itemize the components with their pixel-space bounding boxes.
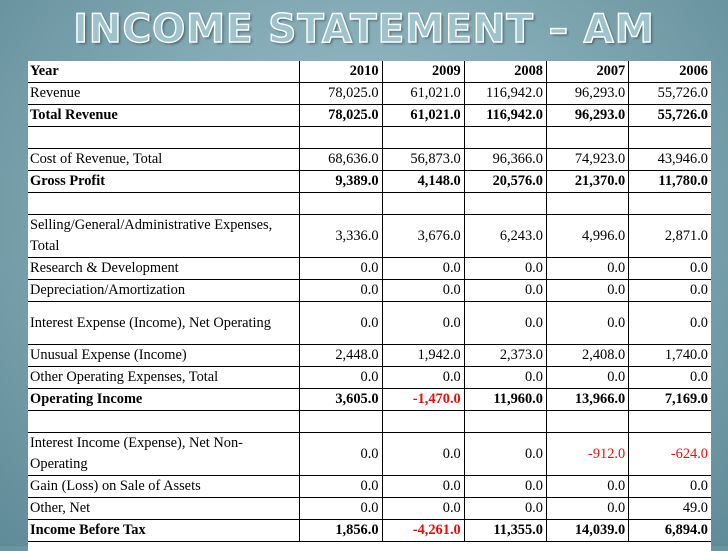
value-cell — [629, 193, 711, 215]
table-row — [28, 127, 711, 149]
row-label: Unusual Expense (Income) — [28, 345, 300, 367]
value-cell: 96,293.0 — [546, 83, 628, 105]
value-cell: 11,780.0 — [629, 171, 711, 193]
table-row — [28, 105, 711, 127]
value-cell: 6,243.0 — [464, 215, 546, 258]
table-row — [28, 345, 711, 367]
header-label: Year — [28, 61, 300, 83]
value-cell: 1,740.0 — [629, 345, 711, 367]
value-cell: 0.0 — [382, 498, 464, 520]
value-cell: 61,021.0 — [382, 83, 464, 105]
value-cell: 96,293.0 — [546, 105, 628, 127]
row-label: Gross Profit — [28, 171, 300, 193]
value-cell: 0.0 — [300, 433, 382, 476]
year-header-2010: 2010 — [300, 61, 382, 83]
value-cell: 3,676.0 — [382, 215, 464, 258]
value-cell: 0.0 — [464, 280, 546, 302]
value-cell: 0.0 — [629, 258, 711, 280]
table-row — [28, 302, 711, 345]
value-cell: 7,169.0 — [629, 389, 711, 411]
year-header-2008: 2008 — [464, 61, 546, 83]
row-label: Total Revenue — [28, 105, 300, 127]
value-cell: 96,366.0 — [464, 149, 546, 171]
row-label: Other Operating Expenses, Total — [28, 367, 300, 389]
table-row — [28, 215, 711, 258]
value-cell: 68,636.0 — [300, 149, 382, 171]
value-cell: 13,966.0 — [546, 389, 628, 411]
year-header-2009: 2009 — [382, 61, 464, 83]
value-cell — [300, 193, 382, 215]
row-label: Income Before Tax — [28, 520, 300, 542]
value-cell: 6,894.0 — [629, 520, 711, 542]
table-row — [28, 367, 711, 389]
value-cell: 3,336.0 — [300, 215, 382, 258]
value-cell: 0.0 — [629, 280, 711, 302]
value-cell: 0.0 — [382, 280, 464, 302]
value-cell: 0.0 — [300, 367, 382, 389]
value-cell: 116,942.0 — [464, 105, 546, 127]
value-cell: -624.0 — [629, 433, 711, 476]
value-cell: 0.0 — [546, 498, 628, 520]
row-label: Cost of Revenue, Total — [28, 149, 300, 171]
table-row — [28, 433, 711, 476]
value-cell — [382, 127, 464, 149]
value-cell: 1,856.0 — [300, 520, 382, 542]
value-cell: 0.0 — [382, 433, 464, 476]
value-cell: 0.0 — [300, 476, 382, 498]
value-cell: 11,960.0 — [464, 389, 546, 411]
year-header-2007: 2007 — [546, 61, 628, 83]
value-cell — [546, 127, 628, 149]
value-cell: 2,373.0 — [464, 345, 546, 367]
value-cell: 55,726.0 — [629, 83, 711, 105]
value-cell: 0.0 — [546, 258, 628, 280]
value-cell: 0.0 — [464, 258, 546, 280]
value-cell: 0.0 — [300, 258, 382, 280]
table-row — [28, 498, 711, 520]
row-label — [28, 411, 300, 433]
value-cell: 56,873.0 — [382, 149, 464, 171]
value-cell: 0.0 — [464, 302, 546, 345]
value-cell: 0.0 — [464, 367, 546, 389]
row-label: Interest Expense (Income), Net Operating — [28, 302, 300, 345]
value-cell: 0.0 — [546, 302, 628, 345]
row-label: Revenue — [28, 83, 300, 105]
value-cell: 0.0 — [382, 476, 464, 498]
table-row — [28, 411, 711, 433]
value-cell — [546, 193, 628, 215]
value-cell: 4,996.0 — [546, 215, 628, 258]
value-cell — [629, 411, 711, 433]
row-label: Gain (Loss) on Sale of Assets — [28, 476, 300, 498]
value-cell: 0.0 — [464, 433, 546, 476]
value-cell: 0.0 — [629, 476, 711, 498]
value-cell — [300, 411, 382, 433]
year-header-2006: 2006 — [629, 61, 711, 83]
value-cell: 21,370.0 — [546, 171, 628, 193]
value-cell: 0.0 — [464, 498, 546, 520]
value-cell: 2,408.0 — [546, 345, 628, 367]
row-label: Interest Income (Expense), Net Non-Operating — [28, 433, 300, 476]
value-cell — [464, 193, 546, 215]
value-cell: 4,148.0 — [382, 171, 464, 193]
row-label: Selling/General/Administrative Expenses, Total — [28, 215, 300, 258]
value-cell: -4,261.0 — [382, 520, 464, 542]
value-cell — [382, 411, 464, 433]
value-cell: 0.0 — [382, 367, 464, 389]
table-row — [28, 149, 711, 171]
value-cell: 2,448.0 — [300, 345, 382, 367]
value-cell: 1,942.0 — [382, 345, 464, 367]
value-cell: 61,021.0 — [382, 105, 464, 127]
table-row — [28, 280, 711, 302]
value-cell: 43,946.0 — [629, 149, 711, 171]
value-cell: 0.0 — [464, 476, 546, 498]
value-cell: 0.0 — [629, 367, 711, 389]
row-label: Operating Income — [28, 389, 300, 411]
value-cell — [464, 127, 546, 149]
table-row — [28, 258, 711, 280]
row-label: Depreciation/Amortization — [28, 280, 300, 302]
value-cell: 0.0 — [300, 498, 382, 520]
table-row — [28, 193, 711, 215]
value-cell: 0.0 — [382, 302, 464, 345]
value-cell: 20,576.0 — [464, 171, 546, 193]
value-cell: 0.0 — [546, 367, 628, 389]
value-cell: 2,871.0 — [629, 215, 711, 258]
value-cell: 0.0 — [300, 280, 382, 302]
table-row — [28, 171, 711, 193]
income-statement-sheet — [28, 61, 711, 551]
value-cell: 0.0 — [629, 302, 711, 345]
income-statement-table — [28, 61, 711, 542]
value-cell: -912.0 — [546, 433, 628, 476]
value-cell: 116,942.0 — [464, 83, 546, 105]
row-label — [28, 193, 300, 215]
value-cell: 0.0 — [382, 258, 464, 280]
row-label: Other, Net — [28, 498, 300, 520]
value-cell: 11,355.0 — [464, 520, 546, 542]
table-row — [28, 389, 711, 411]
value-cell: 0.0 — [546, 280, 628, 302]
row-label — [28, 127, 300, 149]
row-label: Research & Development — [28, 258, 300, 280]
value-cell: 74,923.0 — [546, 149, 628, 171]
header-row — [28, 61, 711, 83]
value-cell: 49.0 — [629, 498, 711, 520]
value-cell: 0.0 — [546, 476, 628, 498]
value-cell — [300, 127, 382, 149]
value-cell — [464, 411, 546, 433]
value-cell: 55,726.0 — [629, 105, 711, 127]
table-row — [28, 520, 711, 542]
value-cell — [546, 411, 628, 433]
value-cell: 78,025.0 — [300, 105, 382, 127]
value-cell: 78,025.0 — [300, 83, 382, 105]
value-cell — [382, 193, 464, 215]
slide-title: INCOME STATEMENT – AM — [73, 7, 655, 52]
value-cell: 0.0 — [300, 302, 382, 345]
value-cell: -1,470.0 — [382, 389, 464, 411]
table-row — [28, 476, 711, 498]
value-cell: 14,039.0 — [546, 520, 628, 542]
value-cell — [629, 127, 711, 149]
value-cell: 9,389.0 — [300, 171, 382, 193]
table-row — [28, 83, 711, 105]
value-cell: 3,605.0 — [300, 389, 382, 411]
